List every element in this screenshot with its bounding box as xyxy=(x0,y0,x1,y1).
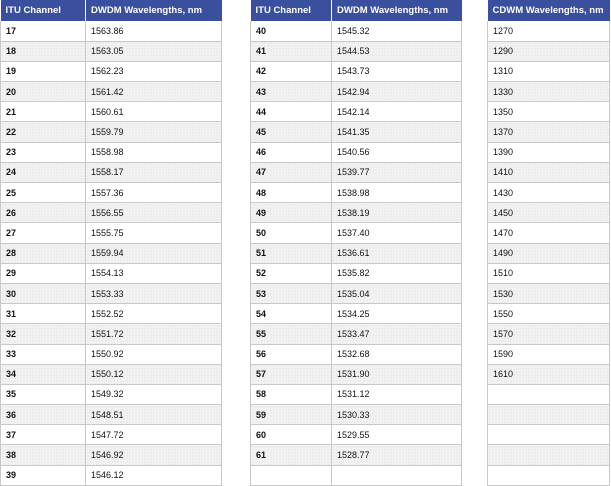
wavelength-cell: 1550.12 xyxy=(86,364,222,384)
wavelength-cell: 1545.32 xyxy=(332,21,462,41)
wavelength-cell: 1370 xyxy=(488,122,610,142)
table-row xyxy=(1,263,222,283)
wavelength-cell: 1537.40 xyxy=(332,223,462,243)
wavelength-cell: 1610 xyxy=(488,364,610,384)
wavelength-cell: 1558.17 xyxy=(86,162,222,182)
table-row xyxy=(251,122,462,142)
wavelength-cell: 1535.04 xyxy=(332,283,462,303)
itu-channel-cell: 48 xyxy=(251,183,332,203)
itu-channel-cell: 33 xyxy=(1,344,86,364)
wavelength-cell: 1558.98 xyxy=(86,142,222,162)
table-row xyxy=(488,384,610,404)
table-row xyxy=(488,142,610,162)
itu-channel-cell: 53 xyxy=(251,283,332,303)
wavelength-cell: 1550.92 xyxy=(86,344,222,364)
itu-channel-cell: 37 xyxy=(1,425,86,445)
table-row xyxy=(251,243,462,263)
itu-channel-cell: 27 xyxy=(1,223,86,243)
wavelength-cell: 1540.56 xyxy=(332,142,462,162)
wavelength-cell: 1557.36 xyxy=(86,183,222,203)
table-row xyxy=(1,61,222,81)
table-row xyxy=(1,304,222,324)
table-row xyxy=(251,82,462,102)
itu-channel-cell: 49 xyxy=(251,203,332,223)
table-row xyxy=(488,405,610,425)
table-row xyxy=(488,183,610,203)
itu-channel-cell xyxy=(251,465,332,485)
itu-channel-cell: 28 xyxy=(1,243,86,263)
wavelength-cell: 1553.33 xyxy=(86,283,222,303)
itu-channel-cell: 58 xyxy=(251,384,332,404)
wavelength-cell: 1546.92 xyxy=(86,445,222,465)
table-row xyxy=(251,263,462,283)
wavelength-cell: 1390 xyxy=(488,142,610,162)
table-row xyxy=(251,21,462,41)
wavelength-cell: 1410 xyxy=(488,162,610,182)
wavelength-cell: 1541.35 xyxy=(332,122,462,142)
table-row xyxy=(1,183,222,203)
wavelength-cell: 1563.05 xyxy=(86,41,222,61)
wavelength-cell: 1562.23 xyxy=(86,61,222,81)
wavelength-cell xyxy=(488,425,610,445)
wavelength-cell: 1542.94 xyxy=(332,82,462,102)
table-row xyxy=(251,344,462,364)
table-row xyxy=(1,203,222,223)
table-row xyxy=(1,384,222,404)
table-header-row xyxy=(251,0,462,21)
itu-channel-cell: 20 xyxy=(1,82,86,102)
table-row xyxy=(251,162,462,182)
table-row xyxy=(1,21,222,41)
table-row xyxy=(1,122,222,142)
wavelength-cell: 1530.33 xyxy=(332,405,462,425)
table-row xyxy=(488,41,610,61)
itu-channel-cell: 45 xyxy=(251,122,332,142)
wavelength-cell xyxy=(488,405,610,425)
table-row xyxy=(1,162,222,182)
itu-channel-cell: 31 xyxy=(1,304,86,324)
itu-channel-cell: 34 xyxy=(1,364,86,384)
table-row xyxy=(488,243,610,263)
table-row xyxy=(251,425,462,445)
table-row xyxy=(251,405,462,425)
itu-channel-cell: 47 xyxy=(251,162,332,182)
wavelength-cell: 1547.72 xyxy=(86,425,222,445)
wavelength-cell: 1552.52 xyxy=(86,304,222,324)
table-row xyxy=(251,283,462,303)
wavelength-cell: 1549.32 xyxy=(86,384,222,404)
itu-channel-cell: 50 xyxy=(251,223,332,243)
itu-channel-cell: 26 xyxy=(1,203,86,223)
itu-channel-cell: 42 xyxy=(251,61,332,81)
wavelength-cell: 1470 xyxy=(488,223,610,243)
itu-channel-cell: 39 xyxy=(1,465,86,485)
wavelength-cell: 1270 xyxy=(488,21,610,41)
itu-channel-cell: 60 xyxy=(251,425,332,445)
table-row xyxy=(488,425,610,445)
itu-channel-cell: 41 xyxy=(251,41,332,61)
table-row xyxy=(488,82,610,102)
itu-channel-cell: 18 xyxy=(1,41,86,61)
table-row xyxy=(251,465,462,485)
itu-channel-cell: 35 xyxy=(1,384,86,404)
itu-channel-cell: 24 xyxy=(1,162,86,182)
wavelength-cell: 1350 xyxy=(488,102,610,122)
itu-channel-cell: 23 xyxy=(1,142,86,162)
table-row xyxy=(251,384,462,404)
table-row xyxy=(1,283,222,303)
table-row xyxy=(251,223,462,243)
wavelength-cell xyxy=(488,384,610,404)
wavelength-cell: 1550 xyxy=(488,304,610,324)
wavelength-cell: 1535.82 xyxy=(332,263,462,283)
wavelength-cell: 1544.53 xyxy=(332,41,462,61)
wavelength-cell: 1590 xyxy=(488,344,610,364)
wavelength-cell: 1538.98 xyxy=(332,183,462,203)
itu-channel-cell: 56 xyxy=(251,344,332,364)
table-row xyxy=(251,304,462,324)
wavelength-cell: 1546.12 xyxy=(86,465,222,485)
table-row xyxy=(251,203,462,223)
table-row xyxy=(488,21,610,41)
itu-channel-cell: 57 xyxy=(251,364,332,384)
itu-channel-cell: 52 xyxy=(251,263,332,283)
table-row xyxy=(1,243,222,263)
table-row xyxy=(488,364,610,384)
wavelength-cell: 1559.79 xyxy=(86,122,222,142)
table-row xyxy=(1,405,222,425)
itu-channel-cell: 59 xyxy=(251,405,332,425)
wavelength-cell: 1556.55 xyxy=(86,203,222,223)
table-row xyxy=(488,445,610,465)
itu-channel-cell: 22 xyxy=(1,122,86,142)
table-row xyxy=(1,142,222,162)
table-row xyxy=(488,223,610,243)
itu-channel-cell: 29 xyxy=(1,263,86,283)
table-row xyxy=(488,263,610,283)
wavelength-cell: 1561.42 xyxy=(86,82,222,102)
wavelength-cell: 1490 xyxy=(488,243,610,263)
table-row xyxy=(1,364,222,384)
wavelength-cell: 1548.51 xyxy=(86,405,222,425)
wavelength-cell: 1510 xyxy=(488,263,610,283)
wavelength-cell: 1551.72 xyxy=(86,324,222,344)
table-row xyxy=(251,102,462,122)
table-row xyxy=(1,465,222,485)
itu-channel-cell: 44 xyxy=(251,102,332,122)
dwdm-table-channels-40-61 xyxy=(250,0,462,486)
itu-channel-cell: 30 xyxy=(1,283,86,303)
wavelength-cell: 1532.68 xyxy=(332,344,462,364)
wavelength-cell: 1543.73 xyxy=(332,61,462,81)
table-row xyxy=(1,344,222,364)
itu-channel-cell: 25 xyxy=(1,183,86,203)
table-row xyxy=(488,304,610,324)
wavelength-cell: 1450 xyxy=(488,203,610,223)
itu-channel-cell: 19 xyxy=(1,61,86,81)
table-row xyxy=(488,203,610,223)
itu-channel-cell: 55 xyxy=(251,324,332,344)
wavelength-cell: 1310 xyxy=(488,61,610,81)
table-row xyxy=(488,102,610,122)
table-row xyxy=(251,142,462,162)
table-row xyxy=(1,82,222,102)
wavelength-cell: 1563.86 xyxy=(86,21,222,41)
column-header: DWDM Wavelengths, nm xyxy=(86,0,222,21)
table-row xyxy=(1,425,222,445)
table-row xyxy=(488,283,610,303)
table-row xyxy=(251,61,462,81)
wavelength-cell: 1539.77 xyxy=(332,162,462,182)
table-row xyxy=(488,61,610,81)
itu-channel-cell: 46 xyxy=(251,142,332,162)
wavelength-cell: 1530 xyxy=(488,283,610,303)
wavelength-cell: 1531.90 xyxy=(332,364,462,384)
wavelength-cell: 1430 xyxy=(488,183,610,203)
wavelength-cell: 1528.77 xyxy=(332,445,462,465)
itu-channel-cell: 40 xyxy=(251,21,332,41)
table-row xyxy=(251,364,462,384)
wavelength-cell: 1533.47 xyxy=(332,324,462,344)
table-row xyxy=(1,41,222,61)
wavelength-cell: 1554.13 xyxy=(86,263,222,283)
itu-channel-cell: 38 xyxy=(1,445,86,465)
wavelength-cell: 1534.25 xyxy=(332,304,462,324)
table-row xyxy=(251,41,462,61)
table-row xyxy=(251,183,462,203)
column-header: ITU Channel xyxy=(1,0,86,21)
table-row xyxy=(251,445,462,465)
wavelength-cell: 1536.61 xyxy=(332,243,462,263)
itu-channel-cell: 32 xyxy=(1,324,86,344)
itu-channel-cell: 51 xyxy=(251,243,332,263)
table-row xyxy=(488,344,610,364)
table-row xyxy=(1,223,222,243)
wavelength-cell: 1559.94 xyxy=(86,243,222,263)
itu-channel-cell: 36 xyxy=(1,405,86,425)
itu-channel-cell: 61 xyxy=(251,445,332,465)
table-row xyxy=(488,465,610,485)
wavelength-cell: 1555.75 xyxy=(86,223,222,243)
itu-channel-cell: 21 xyxy=(1,102,86,122)
wavelength-cell: 1560.61 xyxy=(86,102,222,122)
dwdm-table-channels-17-39 xyxy=(0,0,222,486)
table-header-row xyxy=(488,0,610,21)
wavelength-cell: 1330 xyxy=(488,82,610,102)
table-header-row xyxy=(1,0,222,21)
table-row xyxy=(1,324,222,344)
itu-channel-cell: 17 xyxy=(1,21,86,41)
cwdm-table xyxy=(487,0,610,486)
table-row xyxy=(1,445,222,465)
wavelength-cell xyxy=(488,445,610,465)
table-row xyxy=(488,162,610,182)
wavelength-cell xyxy=(332,465,462,485)
wavelength-cell: 1542.14 xyxy=(332,102,462,122)
wavelength-cell: 1529.55 xyxy=(332,425,462,445)
column-header: ITU Channel xyxy=(251,0,332,21)
table-row xyxy=(488,324,610,344)
table-row xyxy=(488,122,610,142)
wavelength-cell xyxy=(488,465,610,485)
column-header: DWDM Wavelengths, nm xyxy=(332,0,462,21)
wavelength-cell: 1531.12 xyxy=(332,384,462,404)
table-row xyxy=(251,324,462,344)
itu-channel-cell: 54 xyxy=(251,304,332,324)
itu-channel-cell: 43 xyxy=(251,82,332,102)
wavelength-cell: 1570 xyxy=(488,324,610,344)
column-header: CDWM Wavelengths, nm xyxy=(488,0,610,21)
wavelength-cell: 1538.19 xyxy=(332,203,462,223)
table-row xyxy=(1,102,222,122)
wavelength-cell: 1290 xyxy=(488,41,610,61)
